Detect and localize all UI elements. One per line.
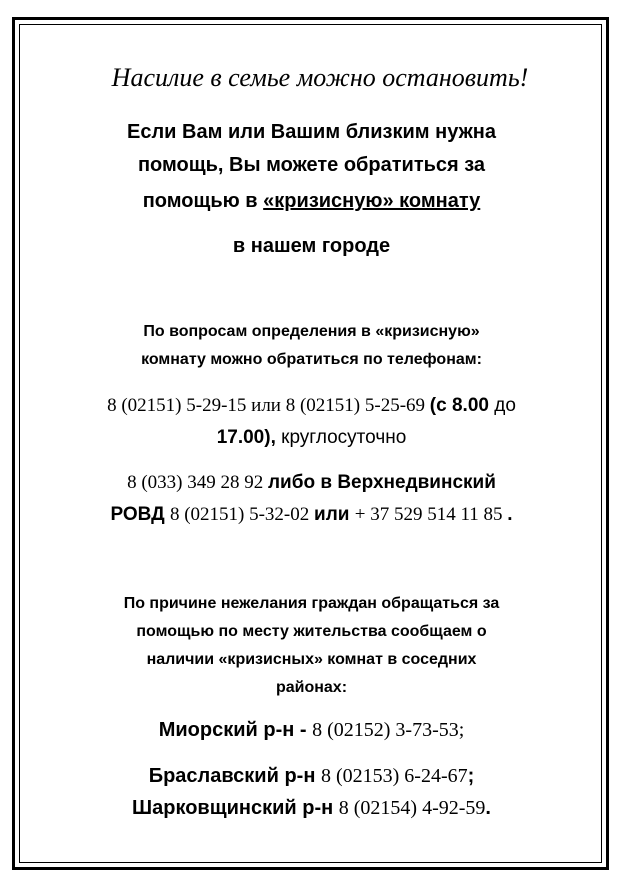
intro-line-3-text: помощью в: [142, 190, 264, 212]
page-title: Насилие в семье можно остановить!: [111, 63, 529, 92]
hours-start: 8.00: [451, 395, 489, 416]
intro-line-2: помощь, Вы можете обратиться за: [137, 154, 486, 176]
rovd-mobile: + 37 529 514 11 85: [354, 504, 508, 525]
neighbors-line-2: помощью по месту жительства сообщаем о: [136, 623, 487, 640]
hours-end: 17.00),: [216, 427, 276, 448]
miory-phone: 8 (02152) 3-73-53;: [312, 719, 465, 741]
sharko-end: .: [485, 797, 491, 819]
mobile-phone: 8 (033) 349 28 92: [127, 472, 268, 493]
braslav-label: Браславский р-н: [148, 765, 321, 787]
sharko-label: Шарковщинский р-н: [132, 797, 339, 819]
phone-line-2: [0, 427, 623, 449]
contacts-heading-1: По вопросам определения в «кризисную»: [143, 323, 480, 340]
phone-line-3: [0, 472, 623, 494]
rovd-lead: либо в Верхнедвинский: [267, 472, 496, 493]
contacts-heading-2: комнату можно обратиться по телефонам:: [141, 351, 482, 368]
intro-line-4: в нашем городе: [232, 235, 391, 257]
rovd-label: РОВД: [110, 504, 170, 525]
neighbors-line-1: По причине нежелания граждан обращаться за: [123, 595, 500, 612]
town-phones: 8 (02151) 5-29-15 или 8 (02151) 5-25-69: [107, 395, 430, 416]
hours-open: (с: [429, 395, 452, 416]
or-word: или: [314, 504, 355, 525]
rovd-phone: 8 (02151) 5-32-02: [169, 504, 315, 525]
phone-line-1: [0, 395, 623, 417]
intro-line-1: Если Вам или Вашим близким нужна: [127, 121, 496, 143]
miory-line: [0, 719, 623, 742]
neighbors-line-4: районах:: [275, 679, 348, 696]
braslav-line: [0, 765, 623, 788]
miory-label: Миорский р-н -: [158, 719, 313, 741]
hours-until: до: [488, 395, 516, 416]
sharko-phone: 8 (02154) 4-92-59: [338, 797, 486, 819]
braslav-phone: 8 (02153) 6-24-67: [320, 765, 468, 787]
round-the-clock: круглосуточно: [275, 427, 407, 448]
braslav-end: ;: [467, 765, 475, 787]
crisis-room-underlined: «кризисную» комнату: [263, 190, 481, 212]
phone-line-4: [0, 504, 623, 526]
sharko-line: [0, 797, 623, 820]
intro-line-3: [0, 190, 623, 213]
period: .: [507, 504, 513, 525]
neighbors-line-3: наличии «кризисных» комнат в соседних: [146, 651, 477, 668]
